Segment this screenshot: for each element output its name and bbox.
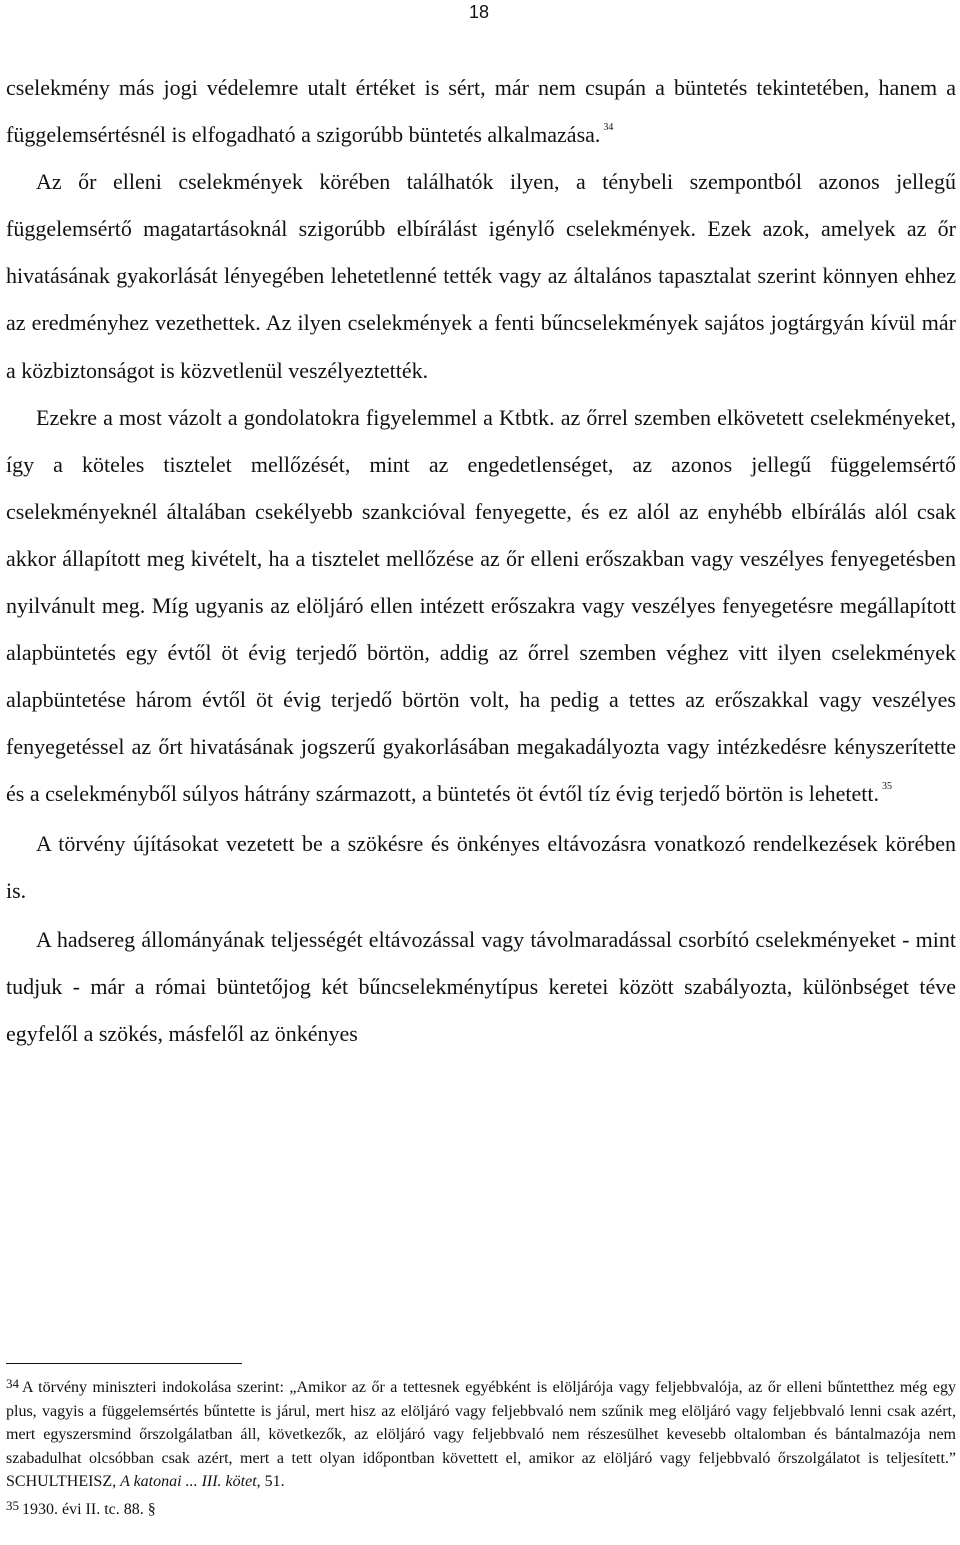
paragraph-3 [6,394,956,818]
paragraph-1 [6,64,956,158]
footnote-34-title: A katonai ... III. kötet [120,1473,257,1490]
footnote-35-mark: 35 [6,1497,19,1513]
footnote-35 [6,1494,956,1522]
footnotes [6,1372,956,1521]
footnote-34-text: A törvény miniszteri indokolása szerint: „Amikor az őr a tettesnek egyébként is elöljárója vagy feljebbvalója, az őr elleni bűntetthez még egy plus, vagyis a függelemsértés bűntette is járul, mert hisz az elöljáró vagy feljebbvaló nem szűnik meg elöljáró vagy feljebbvaló lenni csak azért, mert egyszersmind őrszolgálatban áll, következők, az elöljáró vagy feljebbvaló nem részesülhet kevesebb oltalomban és bántalmazója nem szabadulhat olcsóbban csak azért, mert a tett olyan időpontban követtett el, amikor az elöljáró vagy feljebbvaló őrszolgálatot is teljesített.” SCHULTHEISZ, [6,1379,956,1490]
footnote-35-text: 1930. évi II. tc. 88. § [22,1500,156,1518]
page-number: 18 [468,2,490,22]
footnote-34-pages: , 51. [256,1473,285,1490]
footnote-34-mark: 34 [6,1376,19,1391]
footnote-34 [6,1372,956,1494]
paragraph-1-text: cselekmény más jogi védelemre utalt értéket is sért, már nem csupán a büntetés tekintetében, hanem a függelemsértésnél is elfogadható a szigorúbb büntetés alkalmazása. [6,75,956,148]
paragraph-5: A hadsereg állományának teljességét eltávozással vagy távolmaradással csorbító cselekményeket - mint tudjuk - már a római büntetőjog két bűncselekménytípus keretei között szabályozta, különbséget téve egyfelől a szökés, másfelől az önkényes [6,926,956,1046]
footnote-separator [6,1363,242,1364]
paragraph-3-text: Ezekre a most vázolt a gondolatokra figyelemmel a Ktbtk. az őrrel szemben elkövetett cselekményeket, így a köteles tisztelet mellőzését, mint az engedetlenséget, az azonos jellegű függelemsértő cselekményeknél általában csekélyebb szankcióval fenyegette, és ez alól az enyhébb elbírálás alól csak akkor állapított meg kivételt, ha a tisztelet mellőzése az őr elleni erőszakban vagy veszélyes fenyegetésben nyilvánult meg. Míg ugyanis az elöljáró ellen intézett erőszakra vagy veszélyes fenyegetésre megállapított alapbüntetés egy évtől öt évig terjedő börtön, addig az őrrel szemben véghez vitt ilyen cselekmények alapbüntetése három évtől öt évig terjedő börtön volt, ha pedig a tettes az erőszakkal vagy veszélyes fenyegetéssel az őrt hivatásának jogszerű gyakorlásában megakadályozta vagy intézkedésre kényszerítette és a cselekményből súlyos hátrány származott, a büntetés öt évtől tíz évig terjedő börtön is lehetett. [6,404,956,807]
footnote-ref-34[interactable]: 34 [603,122,614,134]
paragraph-4: A törvény újításokat vezetett be a szökésre és önkényes eltávozásra vonatkozó rendelkezések körében is. [6,830,956,903]
footnote-ref-35[interactable]: 35 [882,781,893,793]
body-text [6,64,956,1057]
paragraph-2: Az őr elleni cselekmények körében találhatók ilyen, a ténybeli szempontból azonos jellegű függelemsértő magatartásoknál szigorúbb elbírálást igénylő cselekmények. Ezek azok, amelyek az őr hivatásának gyakorlását lényegében lehetetlenné tették vagy az általános tapasztalat szerint könnyen ehhez az eredményhez vezethettek. Az ilyen cselekmények a fenti bűncselekmények sajátos jogtárgyán kívül már a közbiztonságot is közvetlenül veszélyeztették. [6,169,956,383]
